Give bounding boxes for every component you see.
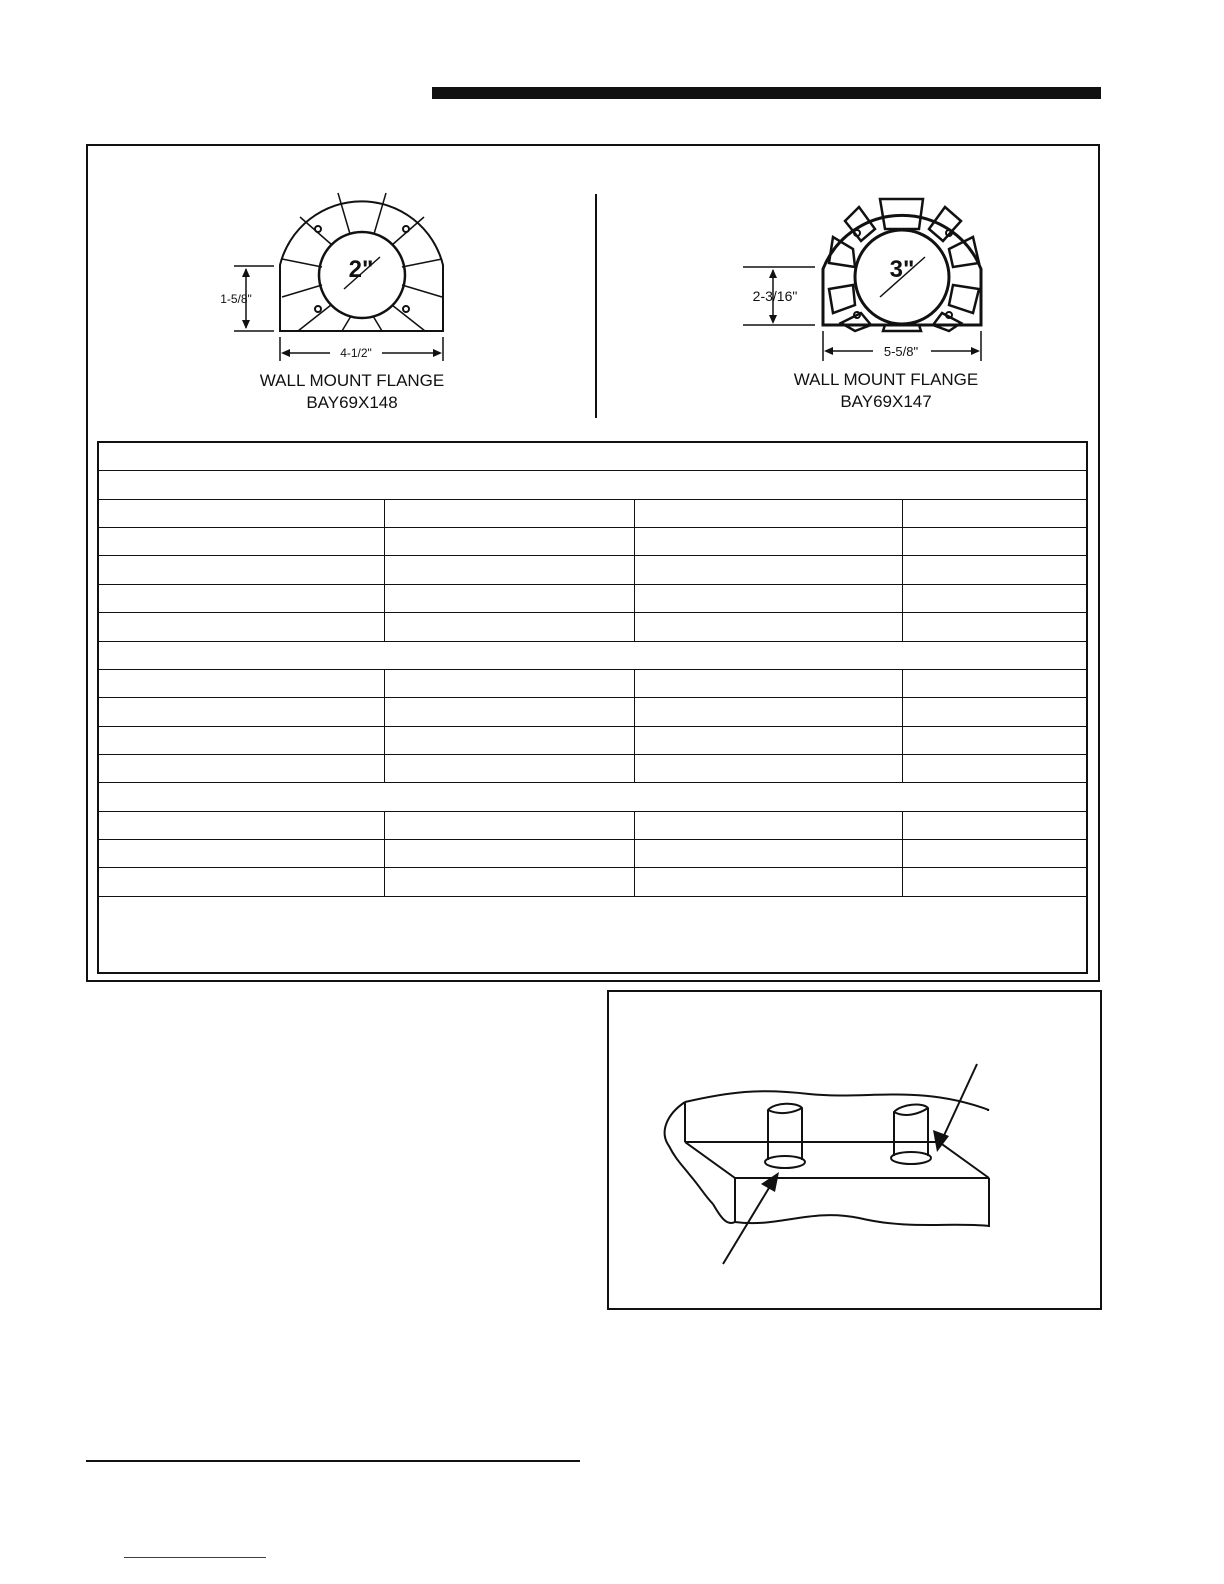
table-row (98, 896, 1087, 973)
table-cell (384, 868, 634, 896)
table-row (98, 613, 1087, 641)
table-cell (902, 811, 1087, 839)
table-cell (384, 613, 634, 641)
table-cell (902, 754, 1087, 782)
table-cell (98, 840, 384, 868)
flange-3in-hole-label: 3" (889, 256, 915, 283)
flange-2in-height-label: 1-5/8" (220, 292, 252, 306)
table-cell (98, 556, 384, 584)
table-cell (902, 840, 1087, 868)
flange-2in-icon (210, 185, 470, 375)
header-bar (432, 87, 1101, 99)
table-row (98, 499, 1087, 527)
table-cell (384, 499, 634, 527)
table-cell (98, 754, 384, 782)
table-cell (98, 698, 384, 726)
table-cell (98, 528, 384, 556)
table-cell (634, 754, 902, 782)
flange-3in-width-label: 5-5/8" (883, 344, 919, 359)
table-cell (98, 669, 384, 697)
table-cell (634, 584, 902, 612)
table-cell (634, 840, 902, 868)
table-row (98, 868, 1087, 896)
flange-2in-width-label: 4-1/2" (340, 346, 372, 360)
table-row (98, 556, 1087, 584)
flange-2in-caption-part: BAY69X148 (306, 393, 398, 412)
table-cell (902, 528, 1087, 556)
table-cell (902, 584, 1087, 612)
table-cell (98, 584, 384, 612)
table-cell (384, 754, 634, 782)
table-section-cell (98, 471, 1087, 499)
bottom-rule (86, 1460, 580, 1462)
flange-3in-height-label: 2-3/16" (752, 288, 798, 304)
table-cell (98, 868, 384, 896)
table-row (98, 840, 1087, 868)
table-row (98, 698, 1087, 726)
table-cell (634, 726, 902, 754)
table-cell (98, 499, 384, 527)
table-section-cell (98, 641, 1087, 669)
table-row (98, 783, 1087, 811)
table-cell (384, 698, 634, 726)
table-cell (384, 528, 634, 556)
table-cell (384, 840, 634, 868)
table-cell (98, 726, 384, 754)
table-row (98, 669, 1087, 697)
table-cell (384, 726, 634, 754)
table-cell (98, 811, 384, 839)
table-cell (902, 698, 1087, 726)
flange-3in-caption (766, 369, 1006, 413)
spec-table (97, 441, 1088, 974)
table-cell (902, 556, 1087, 584)
table-cell (634, 698, 902, 726)
table-note-cell (98, 896, 1087, 973)
flange-2in-hole-label: 2" (348, 256, 374, 283)
table-section-cell (98, 783, 1087, 811)
table-cell (634, 669, 902, 697)
table-row (98, 811, 1087, 839)
valve-stubs-icon (609, 992, 1100, 1308)
table-row (98, 754, 1087, 782)
table-row (98, 471, 1087, 499)
flange-2in-caption (232, 370, 472, 414)
figure-divider (595, 194, 597, 418)
table-cell (384, 556, 634, 584)
table-cell (384, 669, 634, 697)
table-row (98, 726, 1087, 754)
flange-3in-caption-title: WALL MOUNT FLANGE (793, 370, 979, 389)
table-cell (98, 613, 384, 641)
table-cell (902, 499, 1087, 527)
flange-2in-caption-title: WALL MOUNT FLANGE (259, 371, 445, 390)
table-cell (634, 499, 902, 527)
table-cell (634, 613, 902, 641)
table-cell (902, 868, 1087, 896)
table-cell (902, 613, 1087, 641)
spec-table-body (98, 442, 1087, 973)
table-cell (634, 528, 902, 556)
flange-3in-icon (735, 185, 995, 375)
table-row (98, 641, 1087, 669)
table-cell (634, 556, 902, 584)
footer-link-underline[interactable] (124, 1557, 266, 1558)
table-cell (384, 584, 634, 612)
table-row (98, 584, 1087, 612)
table-section-cell (98, 442, 1087, 471)
table-cell (634, 811, 902, 839)
table-cell (902, 669, 1087, 697)
table-row (98, 442, 1087, 471)
table-cell (384, 811, 634, 839)
table-cell (634, 868, 902, 896)
flange-3in-caption-part: BAY69X147 (840, 392, 932, 411)
table-cell (902, 726, 1087, 754)
table-row (98, 528, 1087, 556)
